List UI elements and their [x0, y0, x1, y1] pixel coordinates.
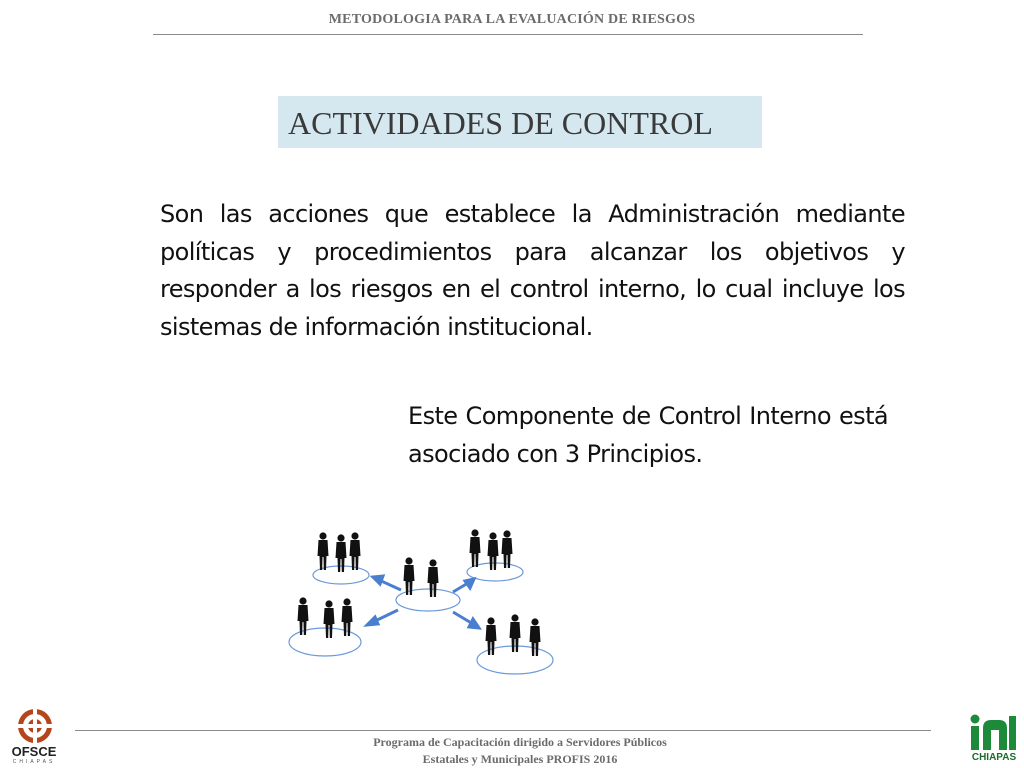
people-network-illustration	[283, 520, 573, 690]
footer-rule	[75, 730, 931, 731]
definition-paragraph: Son las acciones que establece la Administración mediante políticas y procedimientos para alcanzar los objetivos y responder a los riesgos en el control interno, lo cual incluye los sistemas de información institucional.	[160, 200, 905, 341]
iap-logo-text: CHIAPAS	[971, 752, 1017, 763]
header-title: METODOLOGIA PARA LA EVALUACIÓN DE RIESGOS	[328, 12, 696, 27]
footer-text	[300, 734, 740, 768]
footer-line-1: Programa de Capacitación dirigido a Servidores Públicos	[373, 735, 667, 749]
people-silhouettes	[298, 529, 541, 656]
ofsce-logo-subtext: CHIAPAS	[12, 759, 56, 765]
principles-paragraph: Este Componente de Control Interno está asociado con 3 Principios.	[408, 402, 888, 468]
iap-logo-icon	[968, 712, 1018, 752]
footer-line-2: Estatales y Municipales PROFIS 2016	[422, 752, 618, 766]
header-rule	[153, 34, 863, 35]
slide-title: ACTIVIDADES DE CONTROL	[278, 96, 762, 148]
connection-arrows	[367, 576, 479, 628]
ofsce-logo-text: OFSCE	[11, 744, 57, 759]
